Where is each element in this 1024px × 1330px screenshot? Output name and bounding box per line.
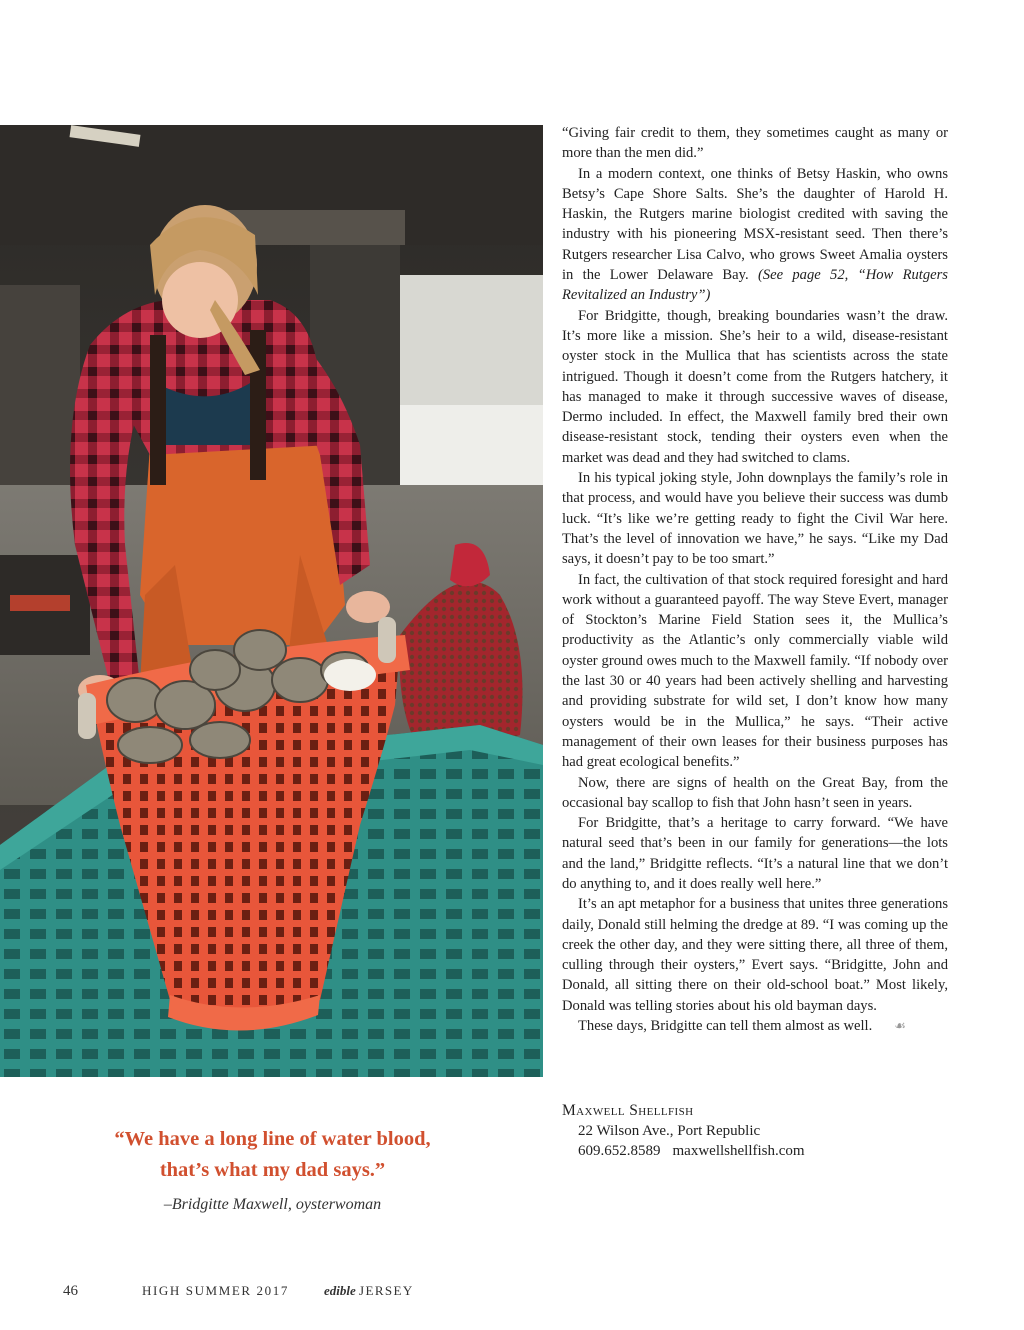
article-paragraph <box>562 164 948 306</box>
business-address: 22 Wilson Ave., Port Republic <box>578 1123 761 1139</box>
end-mark-icon: ☙ <box>894 1018 906 1034</box>
oysterwoman-photo <box>0 125 543 1077</box>
business-contact <box>562 1141 805 1161</box>
pull-quote-attribution: –Bridgitte Maxwell, oysterwoman <box>163 1196 382 1213</box>
article-paragraph: It’s an apt metaphor for a business that unites three generations daily, Donald still helming the dredge at 89. “I was coming up the creek the other day, and they were sitting there, all three of them, culling through their oysters,” Evert says. “Bridgitte, John and Donald, all sitting there on their old-school boat.” Most likely, Donald was telling stories about his old bayman days. <box>562 896 948 1014</box>
article-paragraph: For Bridgitte, though, breaking boundaries wasn’t the draw. It’s more like a mission. She’s heir to a wild, disease-resistant oyster stock in the Mullica that has scientists across the state intrigued. Though it doesn’t come from the Rutgers hatchery, it has managed to make it through successive waves of disease, Dermo included. In effect, the Maxwell family bred their own disease-resistant stock, tending their oysters even when the market was dead and they had switched to clams. <box>562 307 948 466</box>
article-paragraph-text: These days, Bridgitte can tell them almost as well. <box>578 1018 873 1035</box>
article-paragraph: “Giving fair credit to them, they sometimes caught as many or more than the men did.” <box>562 125 948 162</box>
magazine-name <box>324 1283 414 1299</box>
business-phone: 609.652.8589 <box>578 1143 661 1159</box>
magazine-prefix: edible <box>324 1283 356 1298</box>
page-number: 46 <box>63 1283 78 1299</box>
business-name: Maxwell Shellfish <box>562 1102 694 1119</box>
issue-label: HIGH SUMMER 2017 <box>142 1283 289 1298</box>
magazine-title: JERSEY <box>359 1283 414 1298</box>
article-paragraph: For Bridgitte, that’s a heritage to carry forward. “We have natural seed that’s been in our family for generations—the lots and the land,” Bridgitte reflects. “It’s a natural line that we don’t do anything to, and it does really well here.” <box>562 815 948 892</box>
pull-quote-line-2: that’s what my dad says.” <box>159 1159 386 1181</box>
pull-quote-line-1: “We have a long line of water blood, <box>114 1128 431 1150</box>
article-paragraph: Now, there are signs of health on the Great Bay, from the occasional bay scallop to fish that John hasn’t seen in years. <box>562 774 948 811</box>
article-photo <box>0 125 543 1077</box>
article-paragraph-text: In a modern context, one thinks of Betsy Haskin, who owns Betsy’s Cape Shore Salts. She’s the daughter of Harold H. Haskin, the Rutgers marine biologist credited with saving the industry with his pioneering MSX-resistant seed. Then there’s Rutgers researcher Lisa Calvo, who grows Sweet Amalia oysters in the Lower Delaware Bay. <box>562 165 948 284</box>
article-paragraph <box>562 1016 948 1036</box>
article-paragraph: In fact, the cultivation of that stock required foresight and hard work without a guaranteed payoff. The way Steve Evert, manager of Stockton’s Marine Field Station sees it, the Mullica’s productivity as the Atlantic’s only commercially viable wild oyster ground owes much to the Maxwell family. “If nobody over the last 30 or 40 years had been actively shelling and harvesting and providing substrate for wild set, I don’t know how many oysters would be in the Mullica,” he says. “Their active management of their own leases for their business purposes has had great ecological benefits.” <box>562 571 948 771</box>
article-column <box>562 123 948 1036</box>
cross-reference: (See page 52, “How Rutgers Revitalized an Industry”) <box>562 267 948 304</box>
pull-quote <box>95 1124 450 1214</box>
business-website-link[interactable]: maxwellshellfish.com <box>672 1143 805 1159</box>
article-paragraph: In his typical joking style, John downplays the family’s role in that process, and would have you believe their success was dumb luck. “It’s like we’re getting ready to fight the Civil War here. That’s the level of innovation we have,” he says. “Like my Dad says, it doesn’t pay to be too smart.” <box>562 470 948 568</box>
business-info <box>562 1101 805 1161</box>
